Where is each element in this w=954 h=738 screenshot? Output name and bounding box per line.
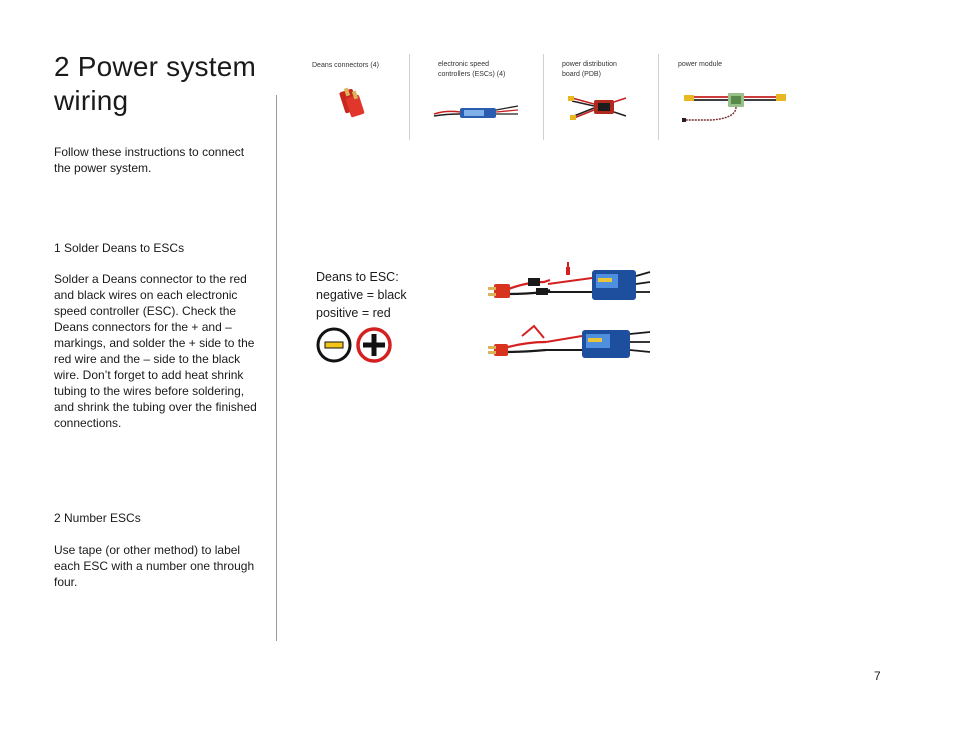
column-divider [276, 95, 277, 641]
page-title [54, 50, 269, 118]
pdb-icon [564, 92, 634, 122]
step-2-heading: 2 Number ESCs [54, 511, 141, 525]
part-label-power-module: power module [678, 61, 722, 68]
polarity-heading: Deans to ESC: [316, 270, 399, 284]
part-label-deans: Deans connectors (4) [312, 62, 379, 69]
polarity-symbols [316, 326, 396, 364]
polarity-positive: positive = red [316, 306, 391, 320]
step-2-body: Use tape (or other method) to label each ESC with a number one through four. [54, 543, 255, 589]
section-number: 2 [54, 51, 70, 82]
step-1-body: Solder a Deans connector to the red and black wires on each electronic speed controller (ESC). Check the Deans connectors for the + and – markings, and solder the + side to the red wire and the – side to the black wire. Don’t forget to add heat shrink tubing to the wires before soldering, and shrink the tubing over the finished connections. [54, 272, 257, 430]
part-label-pdb: power distribution board (PDB) [562, 61, 617, 78]
minus-icon [318, 329, 350, 361]
part-label-esc: electronic speed controllers (ESCs) (4) [438, 61, 506, 78]
power-module-icon [682, 90, 788, 126]
esc-photo-top [486, 262, 652, 318]
parts-separator [658, 54, 659, 140]
page-number: 7 [874, 669, 881, 683]
deans-connector-icon [334, 86, 370, 120]
parts-separator [409, 54, 410, 140]
step-1-heading: 1 Solder Deans to ESCs [54, 241, 185, 255]
intro-text: Follow these instructions to connect the power system. [54, 145, 245, 175]
parts-separator [543, 54, 544, 140]
section-title-text: Power system wiring [54, 51, 257, 116]
polarity-negative: negative = black [316, 288, 407, 302]
esc-photo-bottom [486, 318, 652, 362]
esc-icon [432, 100, 522, 122]
plus-icon [358, 329, 390, 361]
polarity-notes [316, 268, 456, 322]
